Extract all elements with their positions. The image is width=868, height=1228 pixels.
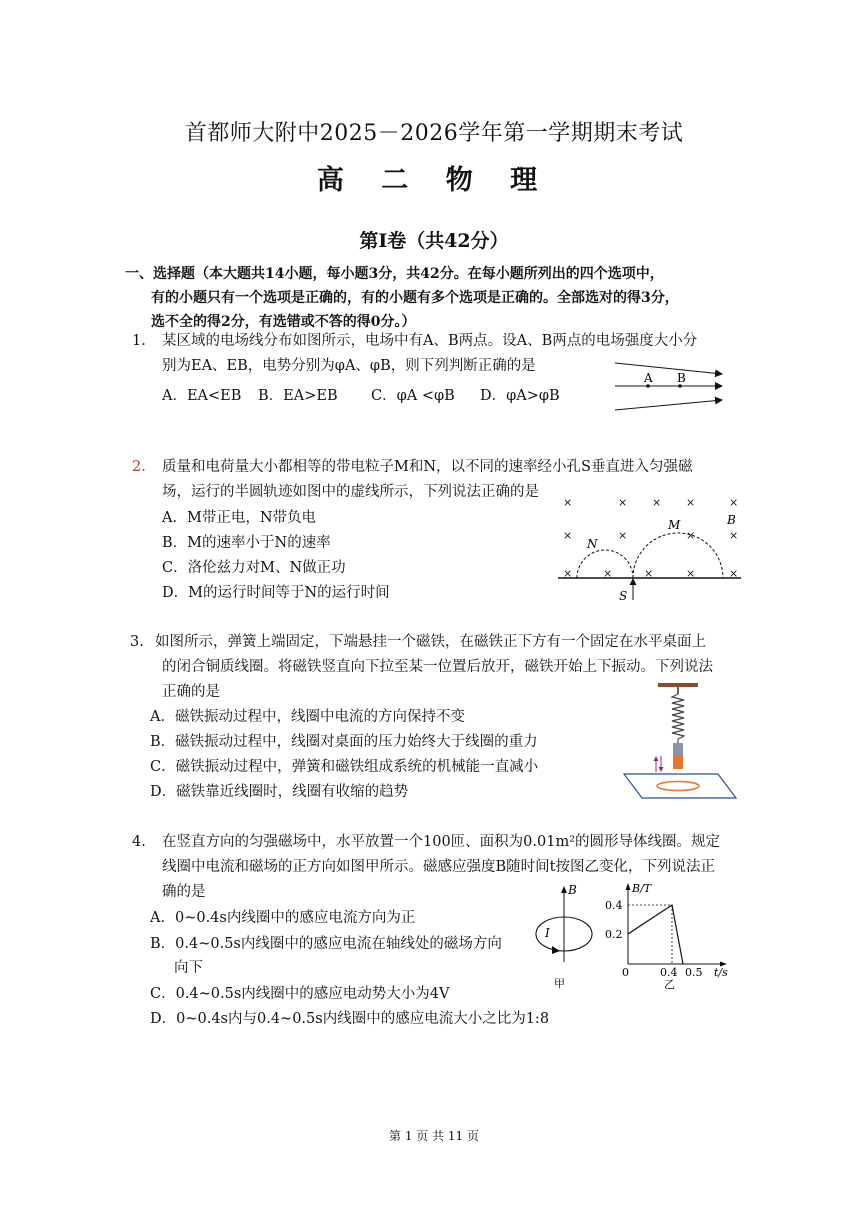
cross-mark: × [618,529,628,542]
option-b: B．磁铁振动过程中，线圈对桌面的压力始终大于线圈的重力 [150,734,538,750]
question-text-line: 如图所示，弹簧上端固定，下端悬挂一个磁铁，在磁铁正下方有一个固定在水平桌面上 [155,634,706,650]
current-arrowhead [552,946,560,954]
magnet-bottom [673,755,683,769]
field-line [615,400,722,410]
option-d: D．磁铁靠近线圈时，线圈有收缩的趋势 [150,784,409,800]
cross-mark: × [603,567,613,580]
cross-mark: × [729,529,739,542]
option-d: D．M的运行时间等于N的运行时间 [162,585,390,601]
x-tick-label: 0.4 [660,966,678,979]
label-n: N [587,537,598,551]
b-t-curve [628,905,683,964]
y-tick-label: 0.4 [605,899,623,912]
question-text-line: 场，运行的半圆轨迹如图中的虚线所示，下列说法正确的是 [162,484,539,500]
y-axis-label: B/T [632,882,652,895]
option-a: A．M带正电，N带负电 [162,510,317,526]
question-number: 3. [130,634,144,650]
y-tick-label: 0.2 [605,928,623,941]
y-axis-arrowhead [626,883,631,890]
option-b-continued: 向下 [174,960,203,976]
section-title: 第I卷（共42分） [359,230,509,252]
cross-mark: × [618,496,628,509]
question-text-line: 在竖直方向的匀强磁场中，水平放置一个100匝、面积为0.01m²的圆形导体线圈。规定 [162,834,721,850]
option-b: B．0.4~0.5s内线圈中的感应电流在轴线处的磁场方向 [150,936,502,952]
x-tick-label: 0.5 [685,966,703,979]
cross-mark: × [729,567,739,580]
exam-title: 首都师大附中2025－2026学年第一学期期末考试 [184,121,684,146]
entry-arrowhead [630,578,637,585]
magnet-top [673,743,683,755]
page-footer: 第 1 页 共 11 页 [389,1129,479,1143]
option-c: C．φA <φB [371,388,455,404]
motion-arrowhead-up [654,756,659,761]
ceiling-mount [658,683,698,687]
cross-mark: × [563,567,573,580]
label-m: M [668,518,681,532]
option-d: D．φA>φB [480,388,560,404]
question-number: 4. [132,834,146,850]
question-number: 2. [132,459,146,475]
question-text-line: 别为EA、EB，电势分别为φA、φB，则下列判断正确的是 [162,358,536,374]
option-b: B．M的速率小于N的速率 [162,535,331,551]
question-text-line: 确的是 [162,884,206,900]
magnetic-field-figure [555,490,745,606]
x-origin-label: 0 [622,966,629,979]
option-c: C．磁铁振动过程中，弹簧和磁铁组成系统的机械能一直减小 [150,759,539,775]
point-a-label: A [644,371,653,385]
x-axis-label: t/s [714,966,728,979]
field-line [615,363,722,374]
instructions-line-2: 有的小题只有一个选项是正确的，有的小题有多个选项是正确的。全部选对的得3分， [151,290,679,306]
question-text-line: 正确的是 [162,684,220,700]
instructions [125,262,750,334]
option-c: C．洛伦兹力对M、N做正功 [162,560,346,576]
cross-mark: × [644,567,654,580]
motion-arrowhead-down [659,767,664,772]
cross-mark: × [729,496,739,509]
spring-magnet-figure [620,680,740,802]
cross-mark: × [563,529,573,542]
instructions-line-1: 一、选择题（本大题共14小题，每小题3分，共42分。在每小题所列出的四个选项中， [125,266,664,282]
option-a: A．EA<EB [162,388,242,404]
question-text-line: 线圈中电流和磁场的正方向如图甲所示。磁感应强度B随时间t按图乙变化，下列说法正 [162,859,715,875]
option-a: A．0~0.4s内线圈中的感应电流方向为正 [150,910,416,926]
cross-mark: × [563,496,573,509]
question-text-line: 质量和电荷量大小都相等的带电粒子M和N，以不同的速率经小孔S垂直进入匀强磁 [162,459,693,475]
option-a: A．磁铁振动过程中，线圈中电流的方向保持不变 [150,709,465,725]
question-text-line: 某区域的电场线分布如图所示，电场中有A、B两点。设A、B两点的电场强度大小分 [162,333,698,349]
label-s: S [619,589,628,603]
axis-arrowhead [561,886,567,893]
jia-label: 甲 [554,977,565,990]
instructions-line-3: 选不全的得2分，有选错或不答的得0分。） [151,314,416,330]
question-text-line: 的闭合铜质线圈。将磁铁竖直向下拉至某一位置后放开，磁铁开始上下振动。下列说法 [162,659,713,675]
cross-mark: × [686,496,696,509]
electric-field-figure [610,358,730,416]
point-b-label: B [677,371,686,385]
label-b: B [727,513,736,527]
yi-label: 乙 [664,978,675,991]
subject-title: 高 二 物 理 [316,165,552,196]
b-t-graph-yi [602,880,732,992]
coil-figure-jia [532,880,600,992]
cross-mark: × [686,529,696,542]
i-label: I [545,926,550,940]
option-b: B．EA>EB [258,388,338,404]
cross-mark: × [652,496,662,509]
option-c: C．0.4~0.5s内线圈中的感应电动势大小为4V [150,986,450,1002]
spring [672,694,684,739]
table-surface [624,774,736,798]
cross-mark: × [686,567,696,580]
question-number: 1. [132,333,146,349]
option-d: D．0~0.4s内与0.4~0.5s内线圈中的感应电流大小之比为1:8 [150,1011,550,1027]
b-label: B [568,883,577,897]
